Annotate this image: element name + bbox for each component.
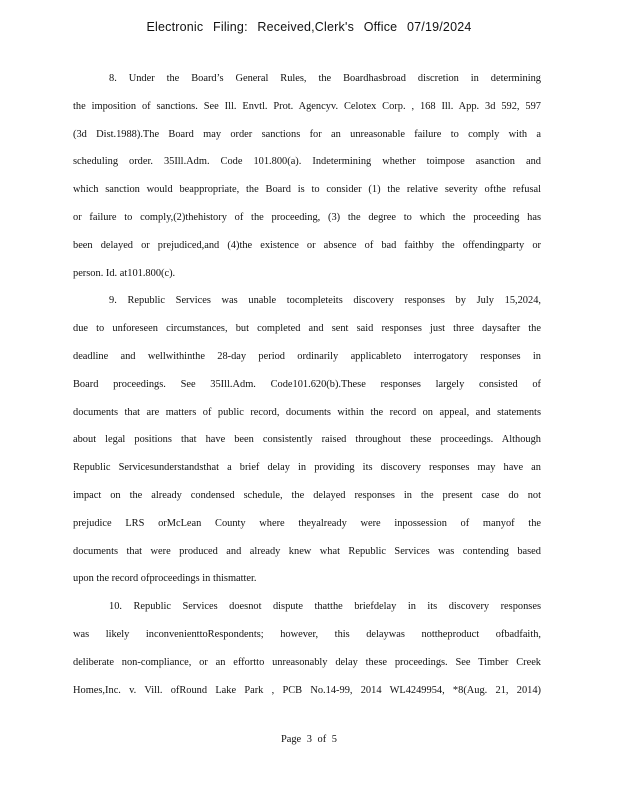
text-line: was likely inconvenienttoRespondents; however, this delaywas nottheproduct ofbadfaith,	[73, 628, 541, 640]
text-line: deliberate non-compliance, or an effortto unreasonably delay these proceedings. See Timber Creek	[73, 656, 541, 668]
text-line: Homes,Inc. v. Vill. ofRound Lake Park , PCB No.14-99, 2014 WL4249954, *8(Aug. 21, 2014)	[73, 684, 541, 696]
paragraph-8	[73, 70, 541, 292]
text-line: the imposition of sanctions. See Ill. Envtl. Prot. Agencyv. Celotex Corp. , 168 Ill. App. 3d 592, 597	[73, 100, 541, 112]
text-line: upon the record ofproceedings in thismatter.	[73, 573, 257, 585]
document-body	[73, 70, 541, 709]
paragraph-10	[73, 598, 541, 709]
text-line: scheduling order. 35Ill.Adm. Code 101.800(a). Indetermining whether toimpose asanction and	[73, 156, 541, 168]
text-line: prejudice LRS orMcLean County where theyalready were inpossession of manyof the	[73, 517, 541, 529]
page-number: Page 3 of 5	[280, 734, 338, 745]
filing-stamp-header: Electronic Filing: Received,Clerk's Office 07/19/2024	[146, 20, 472, 34]
text-line: which sanction would beappropriate, the Board is to consider (1) the relative severity ofthe refusal	[73, 184, 541, 196]
text-line: been delayed or prejudiced,and (4)the existence or absence of bad faithby the offendingparty or	[73, 239, 541, 251]
text-line: Board proceedings. See 35Ill.Adm. Code101.620(b).These responses largely consisted of	[73, 378, 541, 390]
text-line: (3d Dist.1988).The Board may order sanctions for an unreasonable failure to comply with a	[73, 128, 541, 140]
text-line: 10. Republic Services doesnot dispute thatthe briefdelay in its discovery responses	[109, 601, 541, 613]
text-line: Republic Servicesunderstandsthat a brief delay in providing its discovery responses may have an	[73, 462, 541, 474]
text-line: or failure to comply,(2)thehistory of the proceeding, (3) the degree to which the proceeding has	[73, 211, 541, 223]
text-line: 8. Under the Board’s General Rules, the Boardhasbroad discretion in determining	[109, 73, 541, 84]
text-line: documents that are matters of public record, documents within the record on appeal, and statements	[73, 406, 541, 418]
text-line: documents that were produced and already knew what Republic Services was contending based	[73, 545, 541, 557]
text-line: 9. Republic Services was unable tocompleteits discovery responses by July 15,2024,	[109, 295, 541, 307]
text-line: person. Id. at101.800(c).	[73, 267, 176, 279]
text-line: impact on the already condensed schedule, the delayed responses in the present case do not	[73, 489, 541, 501]
text-line: deadline and wellwithinthe 28-day period ordinarily applicableto interrogatory responses in	[73, 350, 541, 362]
paragraph-9	[73, 292, 541, 598]
text-line: due to unforeseen circumstances, but completed and sent said responses just three daysafter the	[73, 323, 541, 335]
text-line: about legal positions that have been consistently raised throughout these proceedings. Although	[73, 434, 541, 446]
